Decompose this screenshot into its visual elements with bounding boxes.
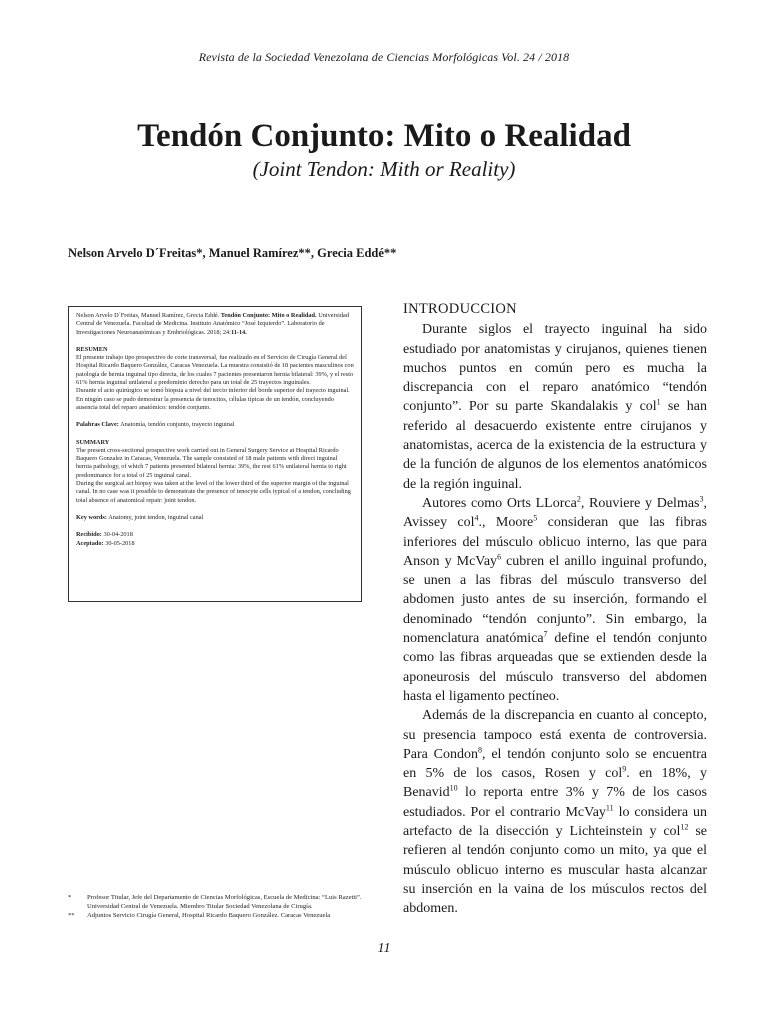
palabras-clave-value: Anatomía, tendón conjunto, trayecto inguinal	[120, 421, 235, 429]
resumen-paragraph-1: El presente trabajo tipo prospectivo de corte transversal, fue realizado en el Servicio de Cirugía General del Hospital Ricardo Baquero González, Caracas Venezuela. La muestra consistió de 18 pacientes masculinos con patología de hernia inguinal tipo directa, de los cuales 7 pacientes presentaron hernia bilateral: 39%, y el resto 61% hernia inguinal unilateral a predominio derecho para un total de 25 trayectos inguinales.	[76, 354, 354, 387]
intro-paragraph-3: Además de la discrepancia en cuanto al concepto, su presencia tampoco está exenta de controversia. Para Condon$^8$, el tendón conjunto solo se encuentra en 5% de los casos, Rosen y col$^9$. en 18%, y Benavid$^{10}$ lo reporta entre 3% y 7% de los casos estudiados. Por el contrario McVay$^{11}$ lo considera un artefacto de la disección y Lichteinstein y col$^{12}$ se refieren al tendón conjunto como un mito, ya que el músculo oblicuo interno es muscular hasta alcanzar su inserción en la vaina de los músculos rectos del abdomen.	[403, 708, 708, 917]
footnote-text: Adjuntos Servicio Cirugía General, Hospital Ricardo Baquero González. Caracas Venezuela	[87, 912, 331, 920]
journal-header: Revista de la Sociedad Venezolana de Ciencias Morfológicas Vol. 24 / 2018	[198, 50, 570, 64]
citation-authors: Nelson Arvelo D´Freitas, Manuel Ramírez, Grecia Eddé.	[76, 312, 220, 319]
palabras-clave	[76, 421, 354, 429]
reference-marker: 12	[680, 822, 689, 832]
footnote-mark: **	[68, 912, 75, 920]
accepted-date	[76, 540, 354, 548]
key-words-value: Anatomy, joint tendon, inguinal canal	[108, 513, 204, 521]
key-words	[76, 514, 354, 522]
reference-marker: 3	[699, 494, 704, 504]
citation	[76, 312, 354, 337]
received-label: Recibido:	[76, 531, 102, 539]
introduction-section	[403, 300, 707, 919]
accepted-label: Aceptado:	[76, 539, 104, 547]
footnote-mark: *	[68, 894, 72, 901]
intro-paragraph-2: Autores como Orts LLorca$^2$, Rouviere y Delmas$^3$, Avissey col$^4$., Moore$^5$ consideran que las fibras inferiores del músculo oblicuo interno, las que para Anson y McVay$^6$ cubren el anillo inguinal profundo, se unen a las fibras del músculo transverso del abdomen justo antes de su inserción, formando el denominado “tendón conjunto”. Sin embargo, la nomenclatura anatómica$^7$ define el tendón conjunto como las fibras arqueadas que se extienden desde la aponeurosis del músculo transverso del abdomen hasta el ligamento pectíneo.	[403, 494, 707, 704]
abstract-box	[68, 306, 362, 602]
summary-heading: SUMMARY	[76, 438, 110, 446]
reference-marker: 1	[656, 397, 661, 407]
footnote-2	[68, 911, 368, 920]
footnote-1	[68, 893, 368, 911]
accepted-value: 30-05-2018	[105, 539, 135, 547]
summary-paragraph-2: During the surgical act biopsy was taken at the level of the lower third of the superior margin of the inguinal canal. In no case was it possible to demonstrate the presence of tenocyte cells typical of a tendon, concluding total absence of anatomical repair: joint tendon.	[76, 480, 351, 504]
citation-rest: Universidad Central de Venezuela. Facultad de Medicina. Instituto Anatómico “José Izquierdo”. Laboratorio de Investigaciones Neuroanatómicas y Embriológicas. 2018; 24:	[76, 312, 349, 336]
article-title: Tendón Conjunto: Mito o Realidad	[137, 118, 631, 154]
reference-marker: 6	[497, 552, 502, 562]
received-value: 30-04-2018	[103, 531, 133, 539]
footnote-text: Profesor Titular, Jefe del Departamento de Ciencias Morfológicas, Escuela de Medicina: “Luis Razetti”. Universidad Central de Venezuela. Miembro Titular Sociedad Venezolana de Cirugía.	[87, 894, 362, 911]
author-list: Nelson Arvelo D´Freitas*, Manuel Ramírez**, Grecia Eddé**	[68, 246, 397, 260]
reference-marker: 7	[543, 629, 548, 639]
reference-marker: 5	[533, 513, 538, 523]
resumen-heading: RESUMEN	[76, 345, 108, 353]
page-number: 11	[377, 941, 391, 956]
reference-marker: 4	[474, 513, 479, 523]
summary-paragraph-1: The present cross-sectional prospective work carried out in General Surgery Service at Hospital Ricardo Baquero Gonzalez in Caracas, Venezuela. The sample consisted of 18 male patients with direct inguinal hernia pathology, of which 7 patients presented bilateral hernia: 39%, the rest 61% unilateral hernia to right predominance for a total of 25 inguinal canal.	[76, 446, 347, 479]
reference-marker: 2	[576, 494, 581, 504]
reference-marker: 9	[622, 764, 627, 774]
citation-pages: 11-14.	[230, 328, 247, 336]
reference-marker: 11	[605, 803, 614, 813]
article-subtitle: (Joint Tendon: Mith or Reality)	[252, 157, 516, 181]
intro-paragraph-1: Durante siglos el trayecto inguinal ha sido estudiado por anatomistas y cirujanos, quienes tienen muchos puntos en común pero es mucha la discrepancia con el reparo anatómico “tendón conjunto”. Por su parte Skandalakis y col$^1$ se han referido al desacuerdo existente entre cirujanos y anatomistas, acerca de la existencia de la estructura y de la función de algunos de los elementos anatómicos de la región inguinal.	[403, 322, 707, 492]
introduction-heading: INTRODUCCION	[403, 301, 517, 317]
reference-marker: 10	[449, 783, 458, 793]
palabras-clave-label: Palabras Clave:	[76, 421, 119, 429]
reference-marker: 8	[478, 745, 483, 755]
key-words-label: Key words:	[76, 513, 107, 521]
received-date	[76, 531, 354, 539]
citation-title: Tendón Conjunto: Mito o Realidad.	[220, 312, 317, 319]
resumen-paragraph-2: Durante el acto quirúrgico se tomó biopsia a nivel del tercio inferior del borde superior del trayecto inguinal. En ningún caso se pudo demostrar la presencia de tenocitos, células típicas de un tendón, concluyendo ausencia total del reparo anatómico: tendón conjunto.	[76, 387, 350, 411]
footnotes	[68, 893, 368, 921]
